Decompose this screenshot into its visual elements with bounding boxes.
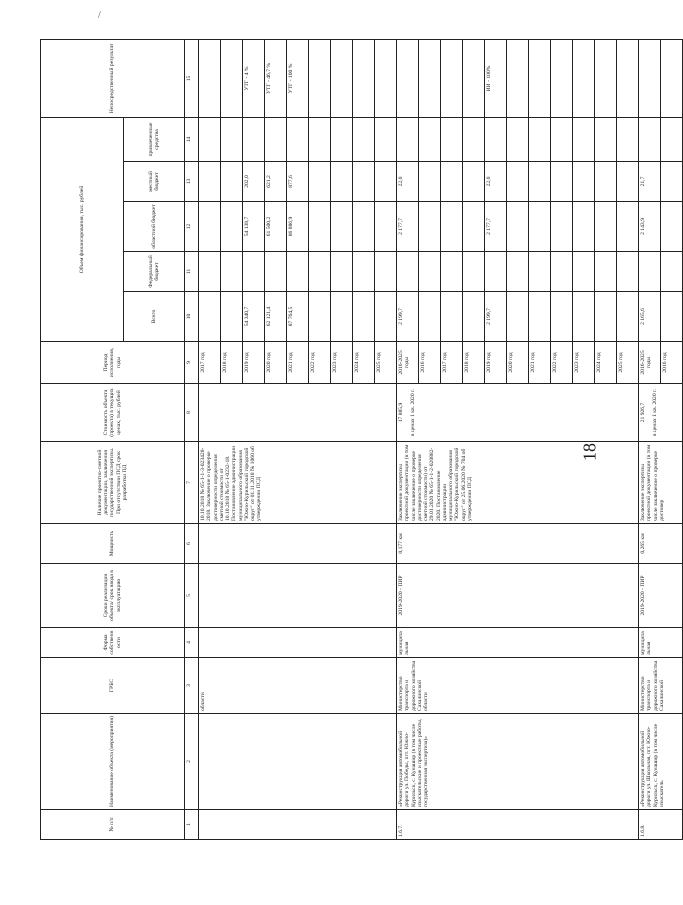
cell-total: 62 121,4 bbox=[265, 292, 287, 342]
cell-local bbox=[353, 162, 375, 202]
cell-capacity: 0,265 км bbox=[639, 524, 683, 564]
column-number: 3 bbox=[185, 658, 199, 714]
cell-result: УТГ - 4 % bbox=[243, 39, 265, 117]
cell-federal bbox=[485, 252, 507, 292]
cell-federal bbox=[243, 252, 265, 292]
cell-year: 2016 год bbox=[661, 342, 683, 384]
cell-result bbox=[419, 39, 441, 117]
header-regional: областной бюджет bbox=[124, 202, 185, 252]
column-number: 6 bbox=[185, 524, 199, 564]
cell-terms: 2019-2020 - ПИР bbox=[639, 564, 683, 628]
cell-year: 2019 год bbox=[485, 342, 507, 384]
cell-regional: 2 177,7 bbox=[397, 202, 419, 252]
cell-local: 22,0 bbox=[397, 162, 419, 202]
column-number: 10 bbox=[185, 292, 199, 342]
table-row bbox=[397, 39, 419, 839]
cell-result: ИИ - 100% bbox=[485, 39, 507, 117]
cost-note: в ценах 1 кв. 2020 г. bbox=[410, 388, 417, 437]
cell-regional bbox=[221, 202, 243, 252]
cell-result bbox=[529, 39, 551, 117]
cell-other bbox=[661, 117, 683, 161]
cell-year: 2017 год bbox=[441, 342, 463, 384]
cell-federal bbox=[221, 252, 243, 292]
header-federal: Федеральный бюджет bbox=[124, 252, 185, 292]
cell-total bbox=[221, 292, 243, 342]
cell-regional: 61 500,2 bbox=[265, 202, 287, 252]
header-other: привлеченные средства bbox=[124, 117, 185, 161]
cell-year: 2023 год bbox=[573, 342, 595, 384]
header-name: Наименование объекта (мероприятия) bbox=[41, 714, 185, 810]
cell-other bbox=[595, 117, 617, 161]
table-row bbox=[185, 39, 199, 839]
cell-total bbox=[463, 292, 485, 342]
cell-year: 2017 год bbox=[199, 342, 221, 384]
header-result: Непосредственный результат bbox=[41, 39, 185, 117]
cell-year: 2025 год bbox=[375, 342, 397, 384]
header-period: Период исполнения, годы bbox=[41, 342, 185, 384]
column-number: 9 bbox=[185, 342, 199, 384]
header-num: № п/п bbox=[41, 810, 185, 840]
cell-other bbox=[353, 117, 375, 161]
cell-result: УТГ - 100 % bbox=[287, 39, 309, 117]
cell-federal bbox=[617, 252, 639, 292]
header-local: местный бюджет bbox=[124, 162, 185, 202]
cell-result bbox=[331, 39, 353, 117]
header-cost: Стоимость объекта (проекта) в текущих ценах, тыс. рублей bbox=[41, 384, 185, 442]
cell-total bbox=[595, 292, 617, 342]
column-number: 15 bbox=[185, 39, 199, 117]
column-number: 11 bbox=[185, 252, 199, 292]
cell-result bbox=[353, 39, 375, 117]
cell-regional: 2 143,9 bbox=[639, 202, 661, 252]
column-number: 2 bbox=[185, 714, 199, 810]
cell-local bbox=[309, 162, 331, 202]
cell-project-docs: 10.10.2018 № 65-1-1-3-023428-2018. Заключение о проверке достоверности определения сметной стоимости от 10.10.2018 № 65-1-0232-18. Постановление администрации муниципального образования "Южно-Курильский городской округ" от 01.11.2018 № 1060 об утверждении ПСД bbox=[199, 442, 397, 524]
cell-other bbox=[375, 117, 397, 161]
cell-num: 1.6.8. bbox=[639, 810, 683, 840]
cell-year: 2022 год bbox=[551, 342, 573, 384]
column-number: 12 bbox=[185, 202, 199, 252]
cell-regional bbox=[463, 202, 485, 252]
cell-name bbox=[199, 714, 397, 810]
cell-total bbox=[529, 292, 551, 342]
cell-regional bbox=[441, 202, 463, 252]
cell-local: 202,0 bbox=[243, 162, 265, 202]
cell-total bbox=[199, 292, 221, 342]
cell-local bbox=[221, 162, 243, 202]
cell-year: 2021 год bbox=[529, 342, 551, 384]
cell-result bbox=[463, 39, 485, 117]
cell-grbs: Министерство транспорта и дорожного хозяйства Сахалинской bbox=[639, 658, 683, 714]
cell-result: УТГ - 46,7 % bbox=[265, 39, 287, 117]
cell-cost bbox=[199, 384, 397, 442]
cell-regional bbox=[199, 202, 221, 252]
cell-year: 2025 год bbox=[617, 342, 639, 384]
cell-total: 2 165,6 bbox=[639, 292, 661, 342]
cell-result bbox=[441, 39, 463, 117]
header-grbs: ГРБС bbox=[41, 658, 185, 714]
cell-regional bbox=[375, 202, 397, 252]
cost-value: 17 885,9 bbox=[398, 402, 404, 423]
cell-year: 2019 год bbox=[243, 342, 265, 384]
cell-federal bbox=[265, 252, 287, 292]
cell-ownership: муниципальная bbox=[397, 628, 639, 658]
cell-other bbox=[573, 117, 595, 161]
cell-other bbox=[221, 117, 243, 161]
cell-year: 2022 год bbox=[309, 342, 331, 384]
cell-other bbox=[331, 117, 353, 161]
cell-total bbox=[353, 292, 375, 342]
cell-other bbox=[441, 117, 463, 161]
cell-federal bbox=[309, 252, 331, 292]
cell-total bbox=[441, 292, 463, 342]
cell-result bbox=[595, 39, 617, 117]
cell-total: 87 764,5 bbox=[287, 292, 309, 342]
cell-federal bbox=[441, 252, 463, 292]
cell-total bbox=[551, 292, 573, 342]
cell-other bbox=[309, 117, 331, 161]
cell-total bbox=[419, 292, 441, 342]
column-number: 14 bbox=[185, 117, 199, 161]
cell-federal bbox=[463, 252, 485, 292]
cell-local bbox=[507, 162, 529, 202]
cell-local bbox=[331, 162, 353, 202]
cell-result bbox=[617, 39, 639, 117]
cell-federal bbox=[397, 252, 419, 292]
cell-terms: 2019-2020 - ПИР bbox=[397, 564, 639, 628]
cell-regional: 54 138,7 bbox=[243, 202, 265, 252]
cell-result bbox=[507, 39, 529, 117]
cell-local bbox=[617, 162, 639, 202]
cell-regional bbox=[661, 202, 683, 252]
cell-federal bbox=[661, 252, 683, 292]
cell-total bbox=[573, 292, 595, 342]
cell-federal bbox=[551, 252, 573, 292]
cell-result bbox=[573, 39, 595, 117]
cell-local bbox=[551, 162, 573, 202]
cell-federal bbox=[199, 252, 221, 292]
table-row bbox=[41, 39, 124, 839]
cell-other bbox=[243, 117, 265, 161]
cell-federal bbox=[595, 252, 617, 292]
cell-regional bbox=[595, 202, 617, 252]
cell-total bbox=[617, 292, 639, 342]
cell-other bbox=[463, 117, 485, 161]
cell-other bbox=[639, 117, 661, 161]
cell-federal bbox=[639, 252, 661, 292]
cell-result bbox=[309, 39, 331, 117]
cell-local bbox=[199, 162, 221, 202]
cell-name: «Реконструкция автомобильной дороги ул. Школьная, пгт. Южно-Курильск, с. Кунашир (в том числе изыскатель bbox=[639, 714, 683, 810]
cell-local: 22,0 bbox=[485, 162, 507, 202]
cell-total bbox=[375, 292, 397, 342]
table-row bbox=[639, 39, 661, 839]
cost-value: 21 926,7 bbox=[640, 402, 646, 423]
cell-result bbox=[221, 39, 243, 117]
cell-regional bbox=[419, 202, 441, 252]
cell-capacity: 0,177 км bbox=[397, 524, 639, 564]
cell-regional bbox=[529, 202, 551, 252]
column-number: 4 bbox=[185, 628, 199, 658]
cell-result bbox=[661, 39, 683, 117]
header-financing: Объем финансирования, тыс. рублей bbox=[41, 117, 124, 341]
column-number: 1 bbox=[185, 810, 199, 840]
cell-local bbox=[595, 162, 617, 202]
column-number: 13 bbox=[185, 162, 199, 202]
cell-ownership bbox=[199, 628, 397, 658]
cell-result bbox=[639, 39, 661, 117]
cell-federal bbox=[331, 252, 353, 292]
page-number: 18 bbox=[579, 443, 600, 461]
table-row bbox=[199, 39, 221, 839]
cell-year: 2016 год bbox=[419, 342, 441, 384]
cell-year: 2020 год bbox=[507, 342, 529, 384]
cell-ownership: муниципальная bbox=[639, 628, 683, 658]
cell-grbs: области bbox=[199, 658, 397, 714]
cell-local: 621,2 bbox=[265, 162, 287, 202]
cell-project-docs: Заключение экспертизы проектной документации (в том числе заключение о проверке достоверности определения сметной стоимости) от 29.01.2020 № 65-1-1-2-020882-2020. Постановление администрации муниципального образования "Южно-Курильский городской округ" от 25.06.2020 № 704 об утверждении ПСД bbox=[397, 442, 639, 524]
cell-period: 2016-2025 годы bbox=[397, 342, 419, 384]
cell-total bbox=[331, 292, 353, 342]
cell-result bbox=[199, 39, 221, 117]
cell-year: 2020 год bbox=[265, 342, 287, 384]
cell-other bbox=[617, 117, 639, 161]
cell-other bbox=[419, 117, 441, 161]
header-project-docs: Наличие проектно-сметной документации, заключения государственной экспертизы. При отсутствии ПСД срок разработки ПД bbox=[41, 442, 185, 524]
cell-year: 2021 год bbox=[287, 342, 309, 384]
cell-local: 877,6 bbox=[287, 162, 309, 202]
cell-other bbox=[485, 117, 507, 161]
financing-table bbox=[40, 39, 683, 840]
corner-mark: / bbox=[98, 10, 101, 21]
cell-regional: 2 177,7 bbox=[485, 202, 507, 252]
cell-regional bbox=[551, 202, 573, 252]
column-number: 7 bbox=[185, 442, 199, 524]
cell-total bbox=[507, 292, 529, 342]
cell-regional bbox=[507, 202, 529, 252]
cell-year: 2024 год bbox=[595, 342, 617, 384]
column-number: 8 bbox=[185, 384, 199, 442]
cell-regional bbox=[309, 202, 331, 252]
cell-name: «Реконструкция автомобильной дороги ул. Победы, пгт. Южно-Курильск, с. Кунашир (в том числе изыскательские и проектные работы, государственная экспертиза)» bbox=[397, 714, 639, 810]
rotated-table-sheet bbox=[40, 40, 668, 840]
cell-num: 1.6.7. bbox=[397, 810, 639, 840]
cell-year: 2024 год bbox=[353, 342, 375, 384]
header-terms: Сроки реализации объекта/ срок ввода в эксплуатацию bbox=[41, 564, 185, 628]
cell-total: 2 199,7 bbox=[485, 292, 507, 342]
cell-result bbox=[375, 39, 397, 117]
cell-local: 21,7 bbox=[639, 162, 661, 202]
cell-result bbox=[397, 39, 419, 117]
cell-regional bbox=[331, 202, 353, 252]
cell-result bbox=[551, 39, 573, 117]
column-number: 5 bbox=[185, 564, 199, 628]
cell-total bbox=[661, 292, 683, 342]
header-capacity: Мощность bbox=[41, 524, 185, 564]
cell-local bbox=[375, 162, 397, 202]
cell-local bbox=[419, 162, 441, 202]
cell-regional bbox=[353, 202, 375, 252]
cell-other bbox=[265, 117, 287, 161]
cell-total bbox=[309, 292, 331, 342]
cell-local bbox=[463, 162, 485, 202]
cell-other bbox=[199, 117, 221, 161]
cell-num bbox=[199, 810, 397, 840]
cell-federal bbox=[573, 252, 595, 292]
cell-project-docs: Заключение экспертизы проектной документации (в том числе заключение о проверке достовер bbox=[639, 442, 683, 524]
cell-year: 2018 год bbox=[221, 342, 243, 384]
cell-period: 2016-2025 годы bbox=[639, 342, 661, 384]
cell-capacity bbox=[199, 524, 397, 564]
cell-local bbox=[441, 162, 463, 202]
cell-other bbox=[551, 117, 573, 161]
cell-grbs: Министерство транспорта и дорожного хозяйства Сахалинской области bbox=[397, 658, 639, 714]
cell-total: 2 199,7 bbox=[397, 292, 419, 342]
cell-regional bbox=[617, 202, 639, 252]
cell-federal bbox=[419, 252, 441, 292]
cell-local bbox=[573, 162, 595, 202]
cell-regional: 86 886,9 bbox=[287, 202, 309, 252]
cell-other bbox=[397, 117, 419, 161]
header-total: Всего bbox=[124, 292, 185, 342]
cell-federal bbox=[287, 252, 309, 292]
cell-cost bbox=[639, 384, 683, 442]
cell-local bbox=[661, 162, 683, 202]
cell-other bbox=[507, 117, 529, 161]
cell-total: 54 340,7 bbox=[243, 292, 265, 342]
cell-regional bbox=[573, 202, 595, 252]
cost-note: в ценах 1 кв. 2020 г. bbox=[652, 388, 659, 437]
cell-year: 2023 год bbox=[331, 342, 353, 384]
cell-federal bbox=[529, 252, 551, 292]
cell-cost bbox=[397, 384, 639, 442]
cell-terms bbox=[199, 564, 397, 628]
cell-federal bbox=[353, 252, 375, 292]
cell-other bbox=[287, 117, 309, 161]
cell-other bbox=[529, 117, 551, 161]
cell-year: 2018 год bbox=[463, 342, 485, 384]
cell-federal bbox=[375, 252, 397, 292]
cell-federal bbox=[507, 252, 529, 292]
header-ownership: Форма собственности bbox=[41, 628, 185, 658]
cell-local bbox=[529, 162, 551, 202]
